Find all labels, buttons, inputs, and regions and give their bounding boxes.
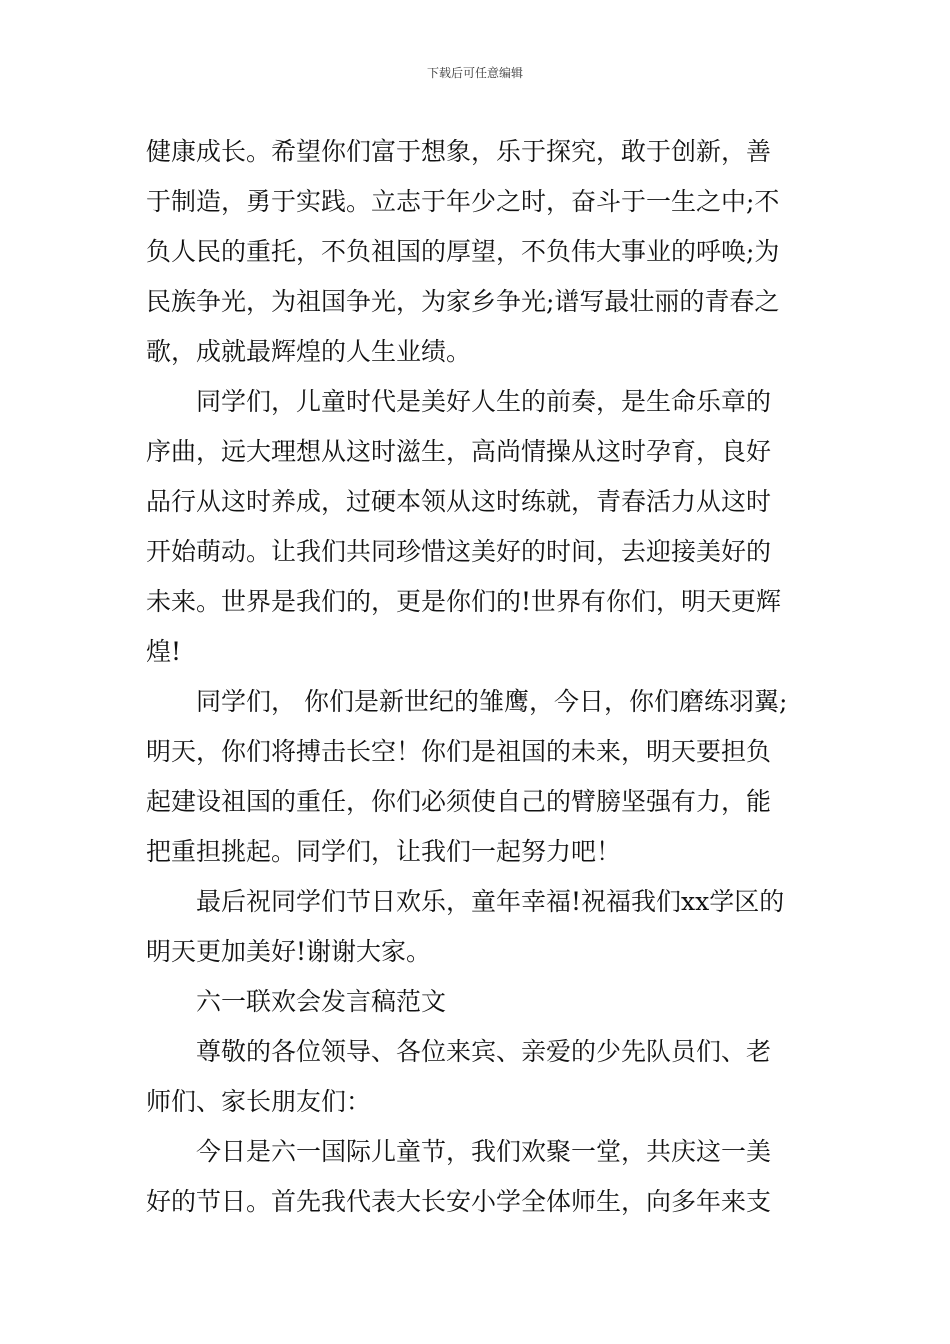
- text-line: 今日是六一国际儿童节，我们欢聚一堂，共庆这一美: [196, 1137, 772, 1166]
- text-line: 民族争光，为祖国争光，为家乡争光;谱写最壮丽的青春之: [146, 287, 780, 316]
- text-line: 把重担挑起。同学们，让我们一起努力吧！: [146, 837, 622, 866]
- text-line: 明天，你们将搏击长空！你们是祖国的未来，明天要担负: [146, 737, 772, 766]
- text-line: 好的节日。首先我代表大长安小学全体师生，向多年来支: [146, 1187, 772, 1216]
- text-line: 六一联欢会发言稿范文: [196, 987, 447, 1016]
- text-line: 同学们， 你们是新世纪的雏鹰，今日，你们磨练羽翼;: [196, 687, 788, 716]
- text-line: 煌!: [146, 637, 182, 666]
- text-line: 最后祝同学们节日欢乐，童年幸福!祝福我们xx学区的: [196, 887, 785, 916]
- text-line: 起建设祖国的重任，你们必须使自己的臂膀坚强有力，能: [146, 787, 772, 816]
- text-line: 品行从这时养成，过硬本领从这时练就，青春活力从这时: [146, 487, 772, 516]
- text-line: 负人民的重托，不负祖国的厚望，不负伟大事业的呼唤;为: [146, 237, 780, 266]
- text-line: 歌，成就最辉煌的人生业绩。: [146, 337, 472, 366]
- text-line: 尊敬的各位领导、各位来宾、亲爱的少先队员们、老: [196, 1037, 772, 1066]
- page-header-note: 下载后可任意编辑: [426, 66, 523, 80]
- text-line: 师们、家长朋友们：: [146, 1087, 372, 1116]
- text-line: 明天更加美好!谢谢大家。: [146, 937, 432, 966]
- text-line: 于制造，勇于实践。立志于年少之时，奋斗于一生之中;不: [146, 187, 780, 216]
- text-line: 开始萌动。让我们共同珍惜这美好的时间，去迎接美好的: [146, 537, 772, 566]
- text-line: 未来。世界是我们的，更是你们的!世界有你们，明天更辉: [146, 587, 782, 616]
- text-line: 同学们，儿童时代是美好人生的前奏，是生命乐章的: [196, 387, 772, 416]
- text-line: 序曲，远大理想从这时滋生，高尚情操从这时孕育，良好: [146, 437, 772, 466]
- document-body: [146, 127, 836, 1227]
- text-line: 健康成长。希望你们富于想象，乐于探究，敢于创新，善: [146, 137, 772, 166]
